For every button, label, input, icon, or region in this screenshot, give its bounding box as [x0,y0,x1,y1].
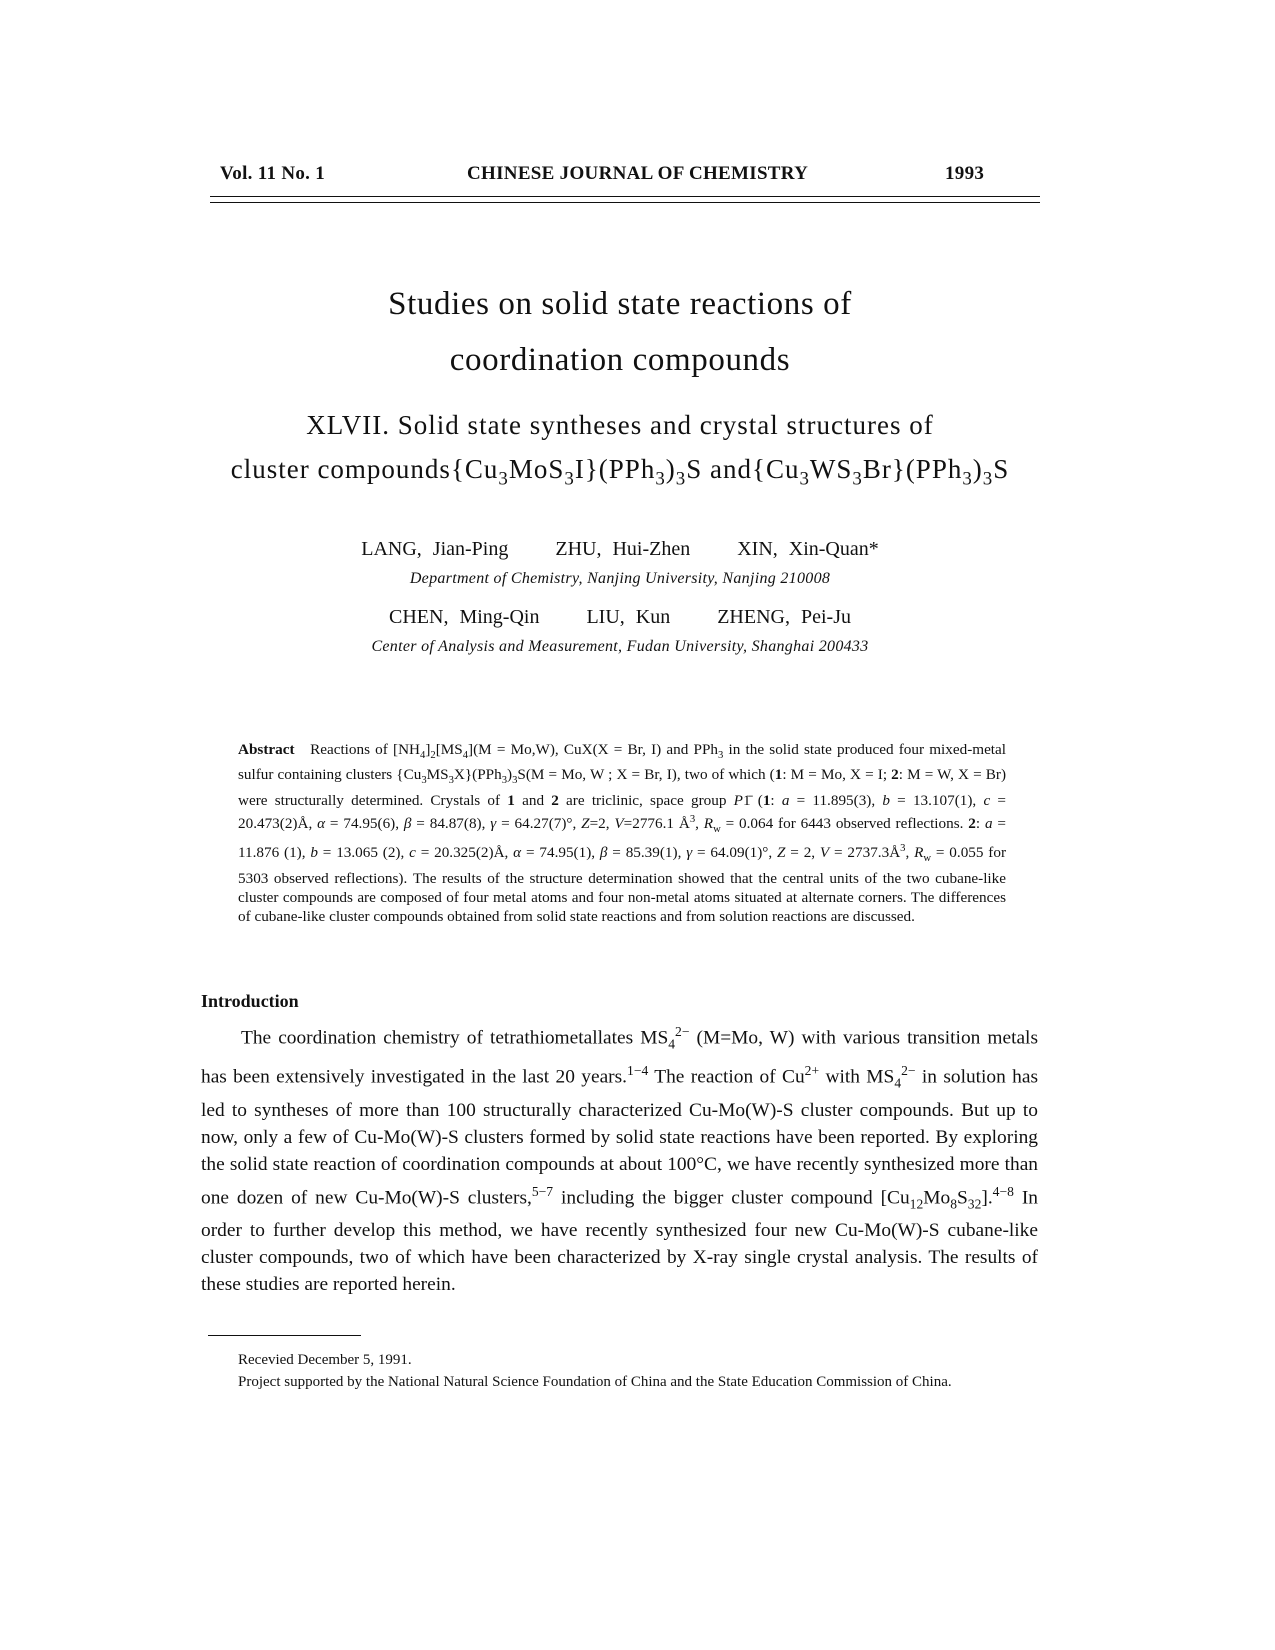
introduction-paragraph: The coordination chemistry of tetrathiometallates $MS_4^{2-}$ (M=Mo, W) with various transition metals has been extensively investigated in the last 20 years.$^{1-4}$ The reaction of $Cu^{2+}$ with $MS_4^{2-}$ in solution has led to syntheses of more than 100 structurally characterized Cu-Mo(W)-S cluster compounds. But up to now, only a few of Cu-Mo(W)-S clusters formed by solid state reactions have been reported. By exploring the solid state reaction of coordination compounds at about 100°C, we have recently synthesized more than one dozen of new Cu-Mo(W)-S clusters,$^{5-7}$ including the bigger cluster compound $[Cu_{12}Mo_8S_{32}].^{4-8}$ In order to further develop this method, we have recently synthesized four new Cu-Mo(W)-S cubane-like cluster compounds, two of which have been characterized by X-ray single crystal analysis. The results of these studies are reported herein. [201,1024,1039,1296]
author-name: XIN, Xin-Quan* [737,538,879,560]
header-rule-top [210,196,1040,197]
funding-note: Project supported by the National Natural Science Foundation of China and the State Education Commission of China. [238,1374,952,1390]
article-subtitle-line-2: cluster $compounds\{Cu_3MoS_3I\}(PPh_3)_3S$ $and\{Cu_3WS_3Br\}(PPh_3)_3S$ [230,454,1010,490]
author-name: LANG, Jian-Ping [361,538,509,560]
journal-name: CHINESE JOURNAL OF CHEMISTRY [467,163,809,184]
author-group-1 [0,538,1240,561]
article-subtitle-line-1: XLVII. Solid state syntheses and crystal structures of [306,410,934,440]
article-title-line-2: coordination compounds [449,342,791,378]
author-group-2 [0,606,1240,629]
volume-issue: Vol. 11 No. 1 [220,163,326,184]
author-name: LIU, Kun [586,606,671,628]
header-rule-bottom [210,202,1040,203]
subtitle-prefix: cluster compounds [230,454,451,484]
introduction-heading: Introduction [201,991,299,1011]
author-name: ZHU, Hui-Zhen [555,538,691,560]
author-name: CHEN, Ming-Qin [389,606,540,628]
affiliation-1: Department of Chemistry, Nanjing University, Nanjing 210008 [409,570,831,587]
article-title-line-1: Studies on solid state reactions of [388,286,852,322]
abstract-label: Abstract [238,741,295,758]
received-date: Recevied December 5, 1991. [238,1352,412,1368]
publication-year: 1993 [945,163,985,184]
abstract-text: Abstract Reactions of $[NH_4]_2[MS_4](M = Mo,W)$, CuX(X = Br, I) and PPh$_3$ in the solid state produced four mixed-metal sulfur containing clusters $\{Cu_3MS_3X\}(PPh_3)_3S(M = Mo$, W ; X = Br, I), two of which (1: M = Mo, X = I; 2: M = W, X = Br) were structurally determined. Crystals of 1 and 2 are triclinic, space group P1̄ (1: a = 11.895(3), b = 13.107(1), c = 20.473(2)Å, α = 74.95(6), β = 84.87(8), γ = 64.27(7)°, Z=2, V=2776.1 $Å^3$, $R_w = 0.064$ for 6443 observed reflections. 2: a = 11.876 (1), b = 13.065 (2), c = 20.325(2)Å, α = 74.95(1), β = 85.39(1), γ = 64.09(1)°, Z = 2, $V = 2737.3Å^3$, $R_w = 0.055$ for 5303 observed reflections). The results of the structure determination showed that the central units of the two cubane-like cluster compounds are composed of four metal atoms and four non-metal atoms situated at alternate corners. The differences of cubane-like cluster compounds obtained from solid state reactions and from solution reactions are discussed. [238,741,1007,926]
affiliation-2: Center of Analysis and Measurement, Fudan University, Shanghai 200433 [371,638,869,655]
footnote-rule [208,1335,361,1336]
author-name: ZHENG, Pei-Ju [717,606,851,628]
